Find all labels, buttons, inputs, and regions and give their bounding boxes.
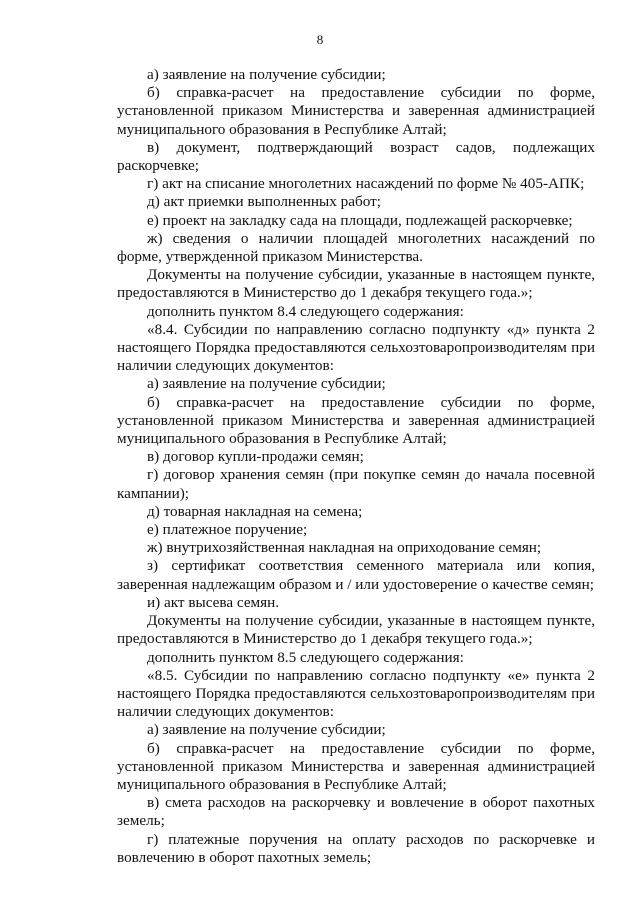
paragraph-23: а) заявление на получение субсидии; xyxy=(147,721,386,739)
paragraph-24: б) справка-расчет на предоставление субсидии по форме, установленной приказом Министерства и заверенная администрацией муниципального образования в Республике Алтай; xyxy=(117,739,595,793)
paragraph-2: б) справка-расчет на предоставление субсидии по форме, установленной приказом Министерства и заверенная администрацией муниципального образования в Республике Алтай; xyxy=(117,84,595,138)
paragraph-19: и) акт высева семян. xyxy=(147,593,280,611)
document-body xyxy=(117,66,595,867)
paragraph-22: «8.5. Субсидии по направлению согласно подпункту «е» пункта 2 настоящего Порядка предоставляются сельхозтоваропроизводителям при наличии следующих документов: xyxy=(117,666,595,721)
paragraph-15: д) товарная накладная на семена; xyxy=(147,502,363,520)
paragraph-17: ж) внутрихозяйственная накладная на оприходование семян; xyxy=(147,539,542,557)
paragraph-11: а) заявление на получение субсидии; xyxy=(147,375,386,393)
page-number: 8 xyxy=(316,32,324,47)
paragraph-14: г) договор хранения семян (при покупке семян до начала посевной кампании); xyxy=(117,466,595,502)
paragraph-5: д) акт приемки выполненных работ; xyxy=(147,193,381,211)
paragraph-1: а) заявление на получение субсидии; xyxy=(147,66,386,83)
paragraph-21: дополнить пунктом 8.5 следующего содержания: xyxy=(147,648,464,666)
paragraph-12: б) справка-расчет на предоставление субсидии по форме, установленной приказом Министерства и заверенная администрацией муниципального образования в Республике Алтай; xyxy=(117,393,595,448)
paragraph-20: Документы на получение субсидии, указанные в настоящем пункте, предоставляются в Министерство до 1 декабря текущего года.»; xyxy=(117,612,595,648)
paragraph-10: «8.4. Субсидии по направлению согласно подпункту «д» пункта 2 настоящего Порядка предоставляются сельхозтоваропроизводителям при наличии следующих документов: xyxy=(117,320,595,375)
paragraph-4: г) акт на списание многолетних насаждений по форме № 405-АПК; xyxy=(147,175,585,193)
paragraph-8: Документы на получение субсидии, указанные в настоящем пункте, предоставляются в Министерство до 1 декабря текущего года.»; xyxy=(117,266,595,302)
paragraph-13: в) договор купли-продажи семян; xyxy=(147,448,364,466)
paragraph-25: в) смета расходов на раскорчевку и вовлечение в оборот пахотных земель; xyxy=(117,794,595,830)
paragraph-7: ж) сведения о наличии площадей многолетних насаждений по форме, утвержденной приказом Министерства. xyxy=(117,229,595,266)
paragraph-16: е) платежное поручение; xyxy=(147,521,308,539)
paragraph-26: г) платежные поручения на оплату расходов по раскорчевке и вовлечению в оборот пахотных земель; xyxy=(117,830,595,866)
paragraph-18: з) сертификат соответствия семенного материала или копия, заверенная надлежащим образом и / или удостоверение о качестве семян; xyxy=(117,557,595,593)
paragraph-9: дополнить пунктом 8.4 следующего содержания: xyxy=(147,302,464,320)
paragraph-6: е) проект на закладку сада на площади, подлежащей раскорчевке; xyxy=(147,211,573,229)
paragraph-3: в) документ, подтверждающий возраст садов, подлежащих раскорчевке; xyxy=(117,138,595,175)
